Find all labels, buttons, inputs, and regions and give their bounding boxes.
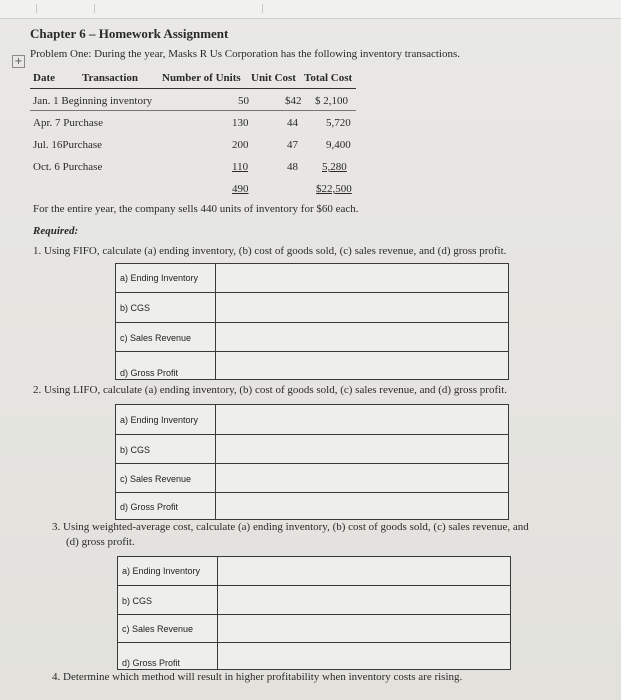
answer-row[interactable] bbox=[116, 463, 508, 493]
row-label: c) Sales Revenue bbox=[118, 615, 218, 643]
question-1: 1. Using FIFO, calculate (a) ending inventory, (b) cost of goods sold, (c) sales revenue, and (d) gross profit. bbox=[33, 245, 507, 257]
row-label: a) Ending Inventory bbox=[116, 264, 216, 292]
row-label: b) CGS bbox=[118, 586, 218, 615]
row-total: 9,400 bbox=[326, 139, 351, 151]
problem-intro: Problem One: During the year, Masks R Us Corporation has the following inventory transactions. bbox=[30, 48, 461, 60]
row-label: d) Gross Profit bbox=[118, 643, 218, 670]
answer-row[interactable] bbox=[116, 292, 508, 323]
row-label: d) Gross Profit bbox=[116, 493, 216, 520]
expand-plus-icon[interactable]: + bbox=[12, 55, 25, 68]
row-total: 5,280 bbox=[322, 161, 347, 173]
row-unit-cost: 44 bbox=[287, 117, 298, 129]
weighted-average-answer-table bbox=[117, 556, 511, 670]
answer-row[interactable] bbox=[116, 264, 508, 292]
header-units: Number of Units bbox=[162, 72, 241, 84]
answer-row[interactable] bbox=[116, 322, 508, 352]
header-unit-cost: Unit Cost bbox=[251, 72, 296, 84]
row-label: d) Gross Profit bbox=[116, 352, 216, 380]
answer-row[interactable] bbox=[118, 557, 510, 585]
question-2: 2. Using LIFO, calculate (a) ending inventory, (b) cost of goods sold, (c) sales revenue, and (d) gross profit. bbox=[33, 384, 507, 396]
required-label: Required: bbox=[33, 225, 79, 237]
edge-mark bbox=[94, 4, 102, 13]
row-unit-cost: $42 bbox=[285, 95, 302, 107]
page-title: Chapter 6 – Homework Assignment bbox=[30, 26, 229, 41]
fifo-answer-table bbox=[115, 263, 509, 380]
question-4: 4. Determine which method will result in higher profitability when inventory costs are rising. bbox=[52, 671, 463, 683]
row-label: b) CGS bbox=[116, 293, 216, 323]
header-date: Date bbox=[33, 72, 55, 84]
row-label: c) Sales Revenue bbox=[116, 464, 216, 493]
answer-row[interactable] bbox=[118, 642, 510, 670]
row-units: 200 bbox=[232, 139, 249, 151]
answer-row[interactable] bbox=[116, 351, 508, 380]
row-total: $ 2,100 bbox=[315, 95, 348, 107]
row-label: c) Sales Revenue bbox=[116, 323, 216, 352]
row-date-transaction: Jan. 1 Beginning inventory bbox=[33, 95, 153, 107]
answer-row[interactable] bbox=[116, 492, 508, 520]
row-units: 130 bbox=[232, 117, 249, 129]
row-label: b) CGS bbox=[116, 435, 216, 464]
row-label: a) Ending Inventory bbox=[116, 405, 216, 434]
header-total-cost: Total Cost bbox=[304, 72, 353, 84]
header-transaction: Transaction bbox=[82, 72, 139, 84]
answer-row[interactable] bbox=[118, 614, 510, 643]
top-edge bbox=[0, 0, 621, 19]
row-unit-cost: 48 bbox=[287, 161, 298, 173]
row-label: a) Ending Inventory bbox=[118, 557, 218, 585]
answer-row[interactable] bbox=[116, 434, 508, 464]
total-units: 490 bbox=[232, 183, 249, 195]
row-rule bbox=[30, 110, 356, 111]
row-total: 5,720 bbox=[326, 117, 351, 129]
answer-row[interactable] bbox=[118, 585, 510, 615]
edge-mark bbox=[36, 4, 44, 13]
sales-text: For the entire year, the company sells 440 units of inventory for $60 each. bbox=[33, 203, 359, 215]
edge-mark bbox=[262, 4, 270, 13]
lifo-answer-table bbox=[115, 404, 509, 520]
row-date-transaction: Oct. 6 Purchase bbox=[33, 161, 103, 173]
total-cost: $22,500 bbox=[316, 183, 352, 195]
row-units: 50 bbox=[238, 95, 249, 107]
question-3-line-2: (d) gross profit. bbox=[66, 536, 135, 548]
row-date-transaction: Jul. 16Purchase bbox=[33, 139, 103, 151]
question-3-line-1: 3. Using weighted-average cost, calculate (a) ending inventory, (b) cost of goods sold, (c) sales revenue, and bbox=[52, 521, 529, 533]
row-units: 110 bbox=[232, 161, 249, 173]
header-rule bbox=[30, 88, 356, 89]
row-unit-cost: 47 bbox=[287, 139, 298, 151]
row-date-transaction: Apr. 7 Purchase bbox=[33, 117, 103, 129]
answer-row[interactable] bbox=[116, 405, 508, 434]
